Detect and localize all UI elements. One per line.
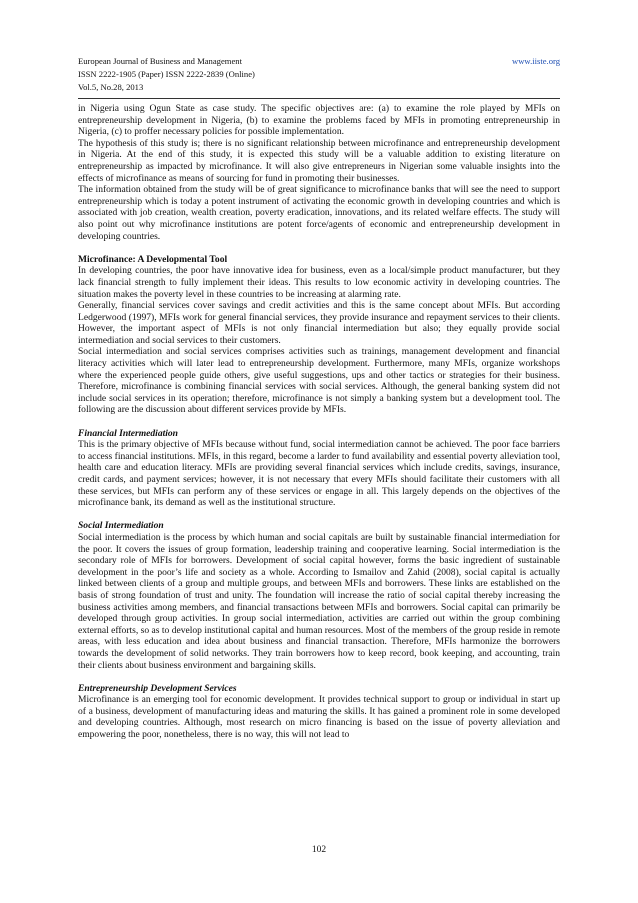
section-spacer bbox=[78, 242, 560, 254]
body-paragraph: Social intermediation and social services comprises activities such as trainings, management development and financial literacy activities which will later lead to entrepreneurship development. Furthermore, many MFIs, organize workshops where the experienced people guide others, give useful suggestions, ups and other tactics or strategies for their business. Therefore, microfinance is combining financial services with social services. Although, the general banking system did not include social services in its operation; therefore, microfinance is not simply a banking system but a development tool. The following are the discussion about different services provide by MFIs. bbox=[78, 346, 560, 416]
page-number: 102 bbox=[311, 845, 327, 855]
body-paragraph: This is the primary objective of MFIs because without fund, social intermediation cannot be achieved. The poor face barriers to access financial institutions. MFIs, in this regard, become a larder to fund availability and essential poverty alleviation tool, health care and education literacy. MFIs are providing several financial services which include credits, savings, insurance, credit cards, and payment services; however, it is not necessary that every MFIs should facilitate their customers with all these services, but MFIs can perform any of these services or engage in all. This largely depends on the objectives of the microfinance bank, its demand as well as the institutional structure. bbox=[78, 439, 560, 509]
subsection-heading-financial: Financial Intermediation bbox=[78, 427, 178, 439]
subsection-heading-entrepreneurship: Entrepreneurship Development Services bbox=[78, 682, 237, 694]
issn-line: ISSN 2222-1905 (Paper) ISSN 2222-2839 (Online) bbox=[78, 69, 255, 79]
journal-name: European Journal of Business and Management bbox=[78, 56, 242, 66]
intro-paragraph: in Nigeria using Ogun State as case study. The specific objectives are: (a) to examine the role played by MFIs on entrepreneurship development in Nigeria, (b) to examine the problems faced by MFIs in promoting entrepreneurship in Nigeria, (c) to proffer necessary policies for possible implementation. bbox=[78, 103, 560, 138]
intro-paragraph: The hypothesis of this study is; there is no significant relationship between microfinance and entrepreneurship development in Nigeria. At the end of this study, it is expected this study will be a valuable addition to existing literature on entrepreneurship as impacted by microfinance. It will also give entrepreneurs in Nigerian some valuable insights into the effects of microfinance as means of sourcing for fund in promoting their businesses. bbox=[78, 137, 560, 184]
section-spacer bbox=[78, 416, 560, 428]
body-paragraph: In developing countries, the poor have innovative idea for business, even as a local/simple product manufacturer, but they lack financial strength to fully implement their ideas. This results to low economic activity in developing countries. The situation makes the poverty level in these countries to be increasing at alarming rate. bbox=[78, 265, 560, 300]
body-paragraph: Generally, financial services cover savings and credit activities and this is the same concept about MFIs. But according Ledgerwood (1997), MFIs work for general financial services, they provide insurance and repayment services to their clients. However, the important aspect of MFIs is not only financial intermediation but also; they equally provide social intermediation and social services to their customers. bbox=[78, 300, 560, 346]
body-paragraph: Social intermediation is the process by which human and social capitals are built by sustainable financial intermediation for the poor. It covers the issues of group formation, leadership training and cooperative learning. Social intermediation is the secondary role of MFIs for borrowers. Development of social capital however, forms the basic ingredient of sustainable development in the poor’s life and society as a whole. According to Ismailov and Zahid (2008), social capital is actually linked between clients of a group and multiple groups, and between MFIs and borrowers. These links are established on the basis of strong foundation of trust and unity. The foundation will increase the ratio of social capital thereby increasing the business activities among members, and financial transactions between MFIs and borrowers. Social capital can primarily be developed through group activities. In group social intermediation, activities are carried out within the group combining external efforts, so as to develop institutional capital and human resources. Most of the members of the group reside in remote areas, with less education and idea about business and financial transaction. Therefore, MFIs harmonize the borrowers towards the development of solid networks. They train borrowers how to keep record, book keeping, and accounting, train their clients about business environment and bargaining skills. bbox=[78, 531, 560, 671]
section-spacer bbox=[78, 509, 560, 521]
section-spacer bbox=[78, 671, 560, 683]
article-body bbox=[78, 103, 560, 741]
section-heading-microfinance: Microfinance: A Developmental Tool bbox=[78, 253, 228, 265]
header-divider bbox=[78, 98, 560, 99]
intro-paragraph: The information obtained from the study will be of great significance to microfinance banks that will see the need to support entrepreneurship which is today a potent instrument of activating the economic growth in developing countries and which is associated with job creation, wealth creation, poverty eradication, innovations, and its related welfare effects. The study will also point out why microfinance institutions are potent force/agents of economic and entrepreneurship development in developing countries. bbox=[78, 184, 560, 242]
journal-url-link[interactable]: www.iiste.org bbox=[512, 56, 560, 66]
subsection-heading-social: Social Intermediation bbox=[78, 520, 164, 532]
volume-line: Vol.5, No.28, 2013 bbox=[78, 82, 144, 92]
body-paragraph: Microfinance is an emerging tool for economic development. It provides technical support to group or individual in start up of a business, development of manufacturing ideas and maturing the skills. It has gained a prominent role in some developed and developing countries. Although, most research on micro financing is based on the issue of poverty alleviation and empowering the poor, nonetheless, there is no way, this will not lead to bbox=[78, 694, 560, 741]
page-header bbox=[78, 55, 560, 94]
